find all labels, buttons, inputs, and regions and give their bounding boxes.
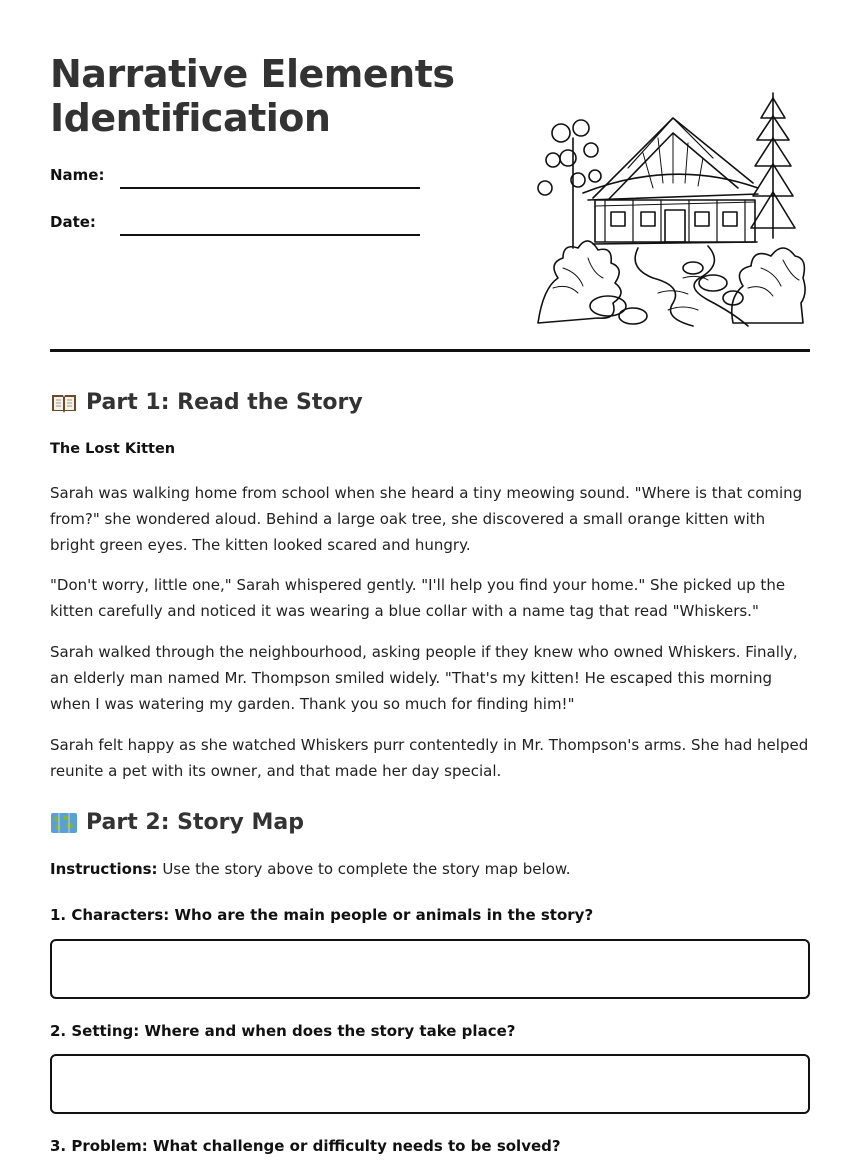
open-book-icon (50, 391, 78, 415)
cottage-garden-illustration (533, 88, 808, 328)
page-title: Narrative Elements Identification (50, 52, 455, 140)
question-characters: 1. Characters: Who are the main people or animals in the story? (50, 906, 594, 924)
instructions-label: Instructions: (50, 860, 158, 878)
name-input-line[interactable] (120, 187, 420, 189)
date-input-line[interactable] (120, 234, 420, 236)
question-setting: 2. Setting: Where and when does the story take place? (50, 1022, 516, 1040)
question-problem: 3. Problem: What challenge or difficulty needs to be solved? (50, 1137, 561, 1155)
part1-heading (50, 390, 363, 415)
answer-box-setting[interactable] (50, 1054, 810, 1114)
part1-heading-text: Part 1: Read the Story (86, 390, 363, 415)
answer-box-characters[interactable] (50, 939, 810, 999)
part2-heading (50, 810, 304, 835)
story-paragraph: Sarah felt happy as she watched Whiskers purr contentedly in Mr. Thompson's arms. She had helped reunite a pet with its owner, and that made her day special. (50, 736, 809, 780)
instructions (50, 860, 571, 878)
story-paragraph: "Don't worry, little one," Sarah whispered gently. "I'll help you find your home." She picked up the kitten carefully and noticed it was wearing a blue collar with a name tag that read "Whiskers." (50, 576, 786, 620)
instructions-text: Use the story above to complete the story map below. (157, 860, 571, 878)
part2-heading-text: Part 2: Story Map (86, 810, 304, 835)
date-label: Date: (50, 213, 96, 231)
name-label: Name: (50, 166, 105, 184)
story-title: The Lost Kitten (50, 441, 176, 457)
header-divider (50, 349, 810, 352)
story-paragraph: Sarah walked through the neighbourhood, asking people if they knew who owned Whiskers. Finally, an elderly man named Mr. Thompson smiled widely. "That's my kitten! He escaped this morning when I was watering my garden. Thank you so much for finding him!" (50, 643, 798, 713)
world-map-icon (50, 811, 78, 835)
story-paragraph: Sarah was walking home from school when she heard a tiny meowing sound. "Where is that coming from?" she wondered aloud. Behind a large oak tree, she discovered a small orange kitten with bright green eyes. The kitten looked scared and hungry. (50, 484, 803, 554)
